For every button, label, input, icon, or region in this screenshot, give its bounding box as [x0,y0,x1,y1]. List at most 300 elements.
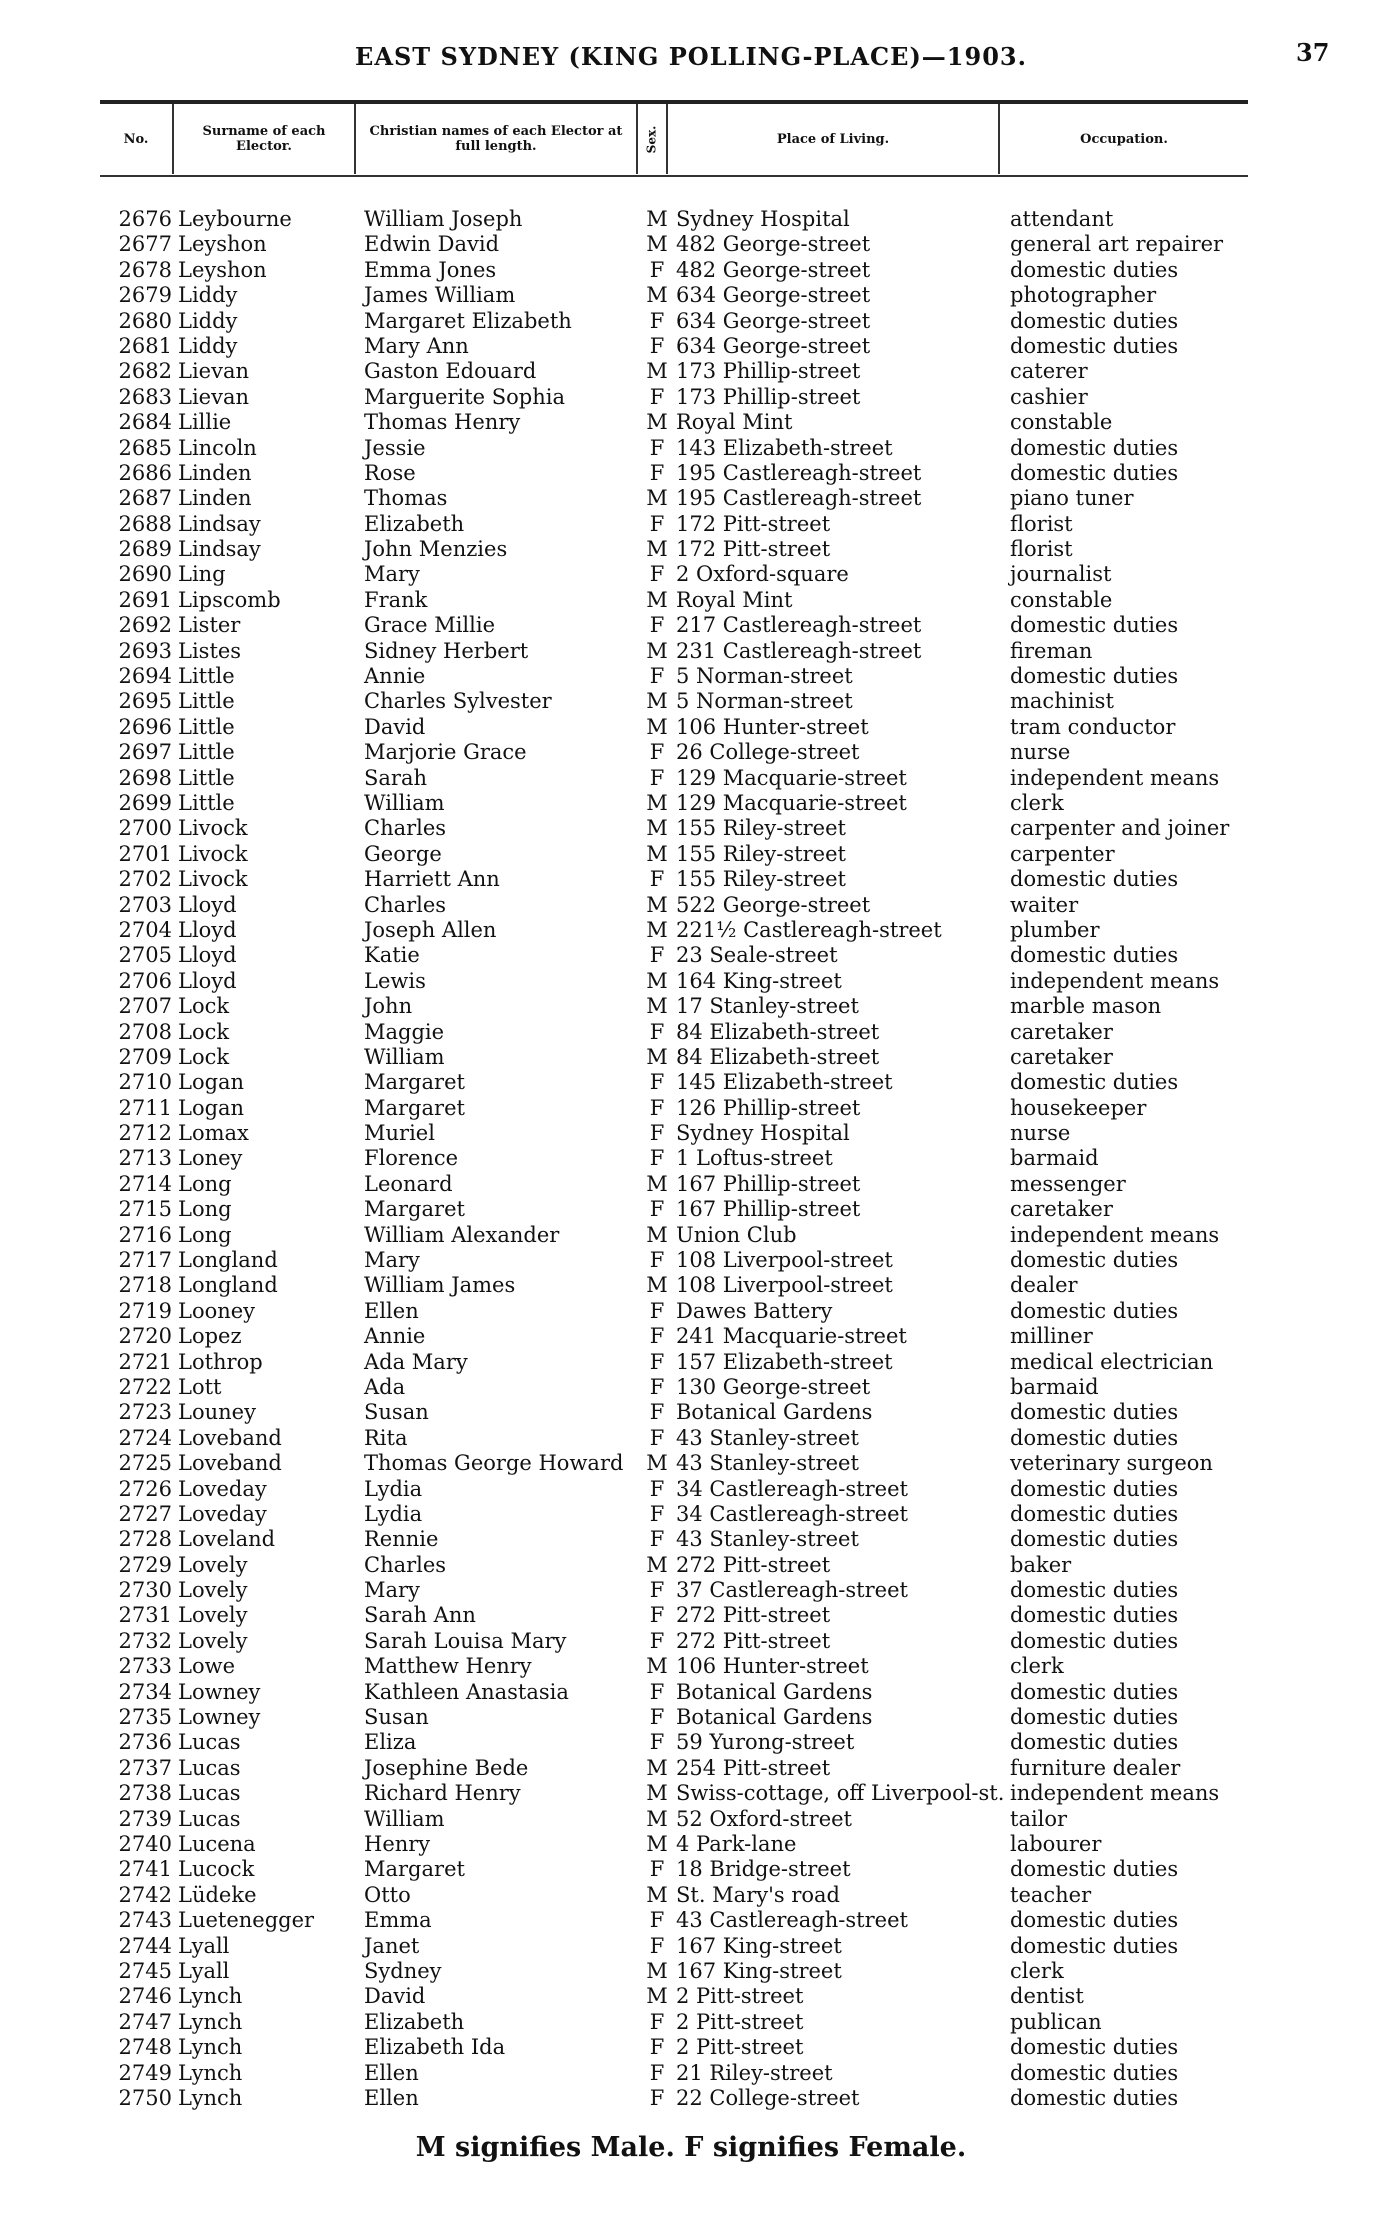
table-row [0,1730,1382,1755]
surname: Listes [178,638,242,663]
surname: Lievan [178,359,249,384]
surname: Logan [178,1070,245,1095]
occupation: caretaker [1010,1197,1113,1222]
row-number: 2698 [118,765,172,790]
row-number: 2745 [118,1958,172,1983]
column-header-no: No. [123,131,149,147]
sex: F [649,943,665,968]
surname: Livock [178,867,248,892]
occupation: florist [1010,511,1073,536]
surname: Lindsay [178,537,261,562]
christian-names: Mary [364,1248,420,1273]
occupation: general art repairer [1010,232,1224,257]
table-row [0,1578,1382,1603]
place-of-living: 241 Macquarie-street [676,1324,907,1349]
occupation: domestic duties [1010,435,1179,460]
surname: Linden [178,460,252,485]
sex: M [646,841,668,866]
place-of-living: 43 Castlereagh-street [676,1908,908,1933]
occupation: attendant [1010,207,1114,231]
surname: Lillie [178,410,232,435]
row-number: 2676 [118,207,172,231]
table-row [0,1299,1382,1324]
row-number: 2684 [118,410,172,435]
occupation: clerk [1010,1654,1064,1679]
sex: M [646,232,668,257]
row-number: 2707 [118,994,172,1019]
surname: Luetenegger [178,1908,315,1933]
place-of-living: 155 Riley-street [676,841,846,866]
table-row [0,740,1382,765]
occupation: domestic duties [1010,1730,1179,1755]
occupation: journalist [1010,562,1112,587]
row-number: 2697 [118,740,172,765]
surname: Lowe [178,1654,235,1679]
row-number: 2715 [118,1197,172,1222]
table-row [0,1883,1382,1908]
table-row [0,715,1382,740]
occupation: publican [1010,2009,1102,2034]
place-of-living: 2 Pitt-street [676,1984,804,2009]
table-row [0,1756,1382,1781]
row-number: 2735 [118,1705,172,1730]
sex: F [649,1400,665,1425]
occupation: independent means [1010,1781,1220,1806]
occupation: clerk [1010,1958,1064,1983]
sex: M [646,790,668,815]
christian-names: Lydia [364,1476,423,1501]
occupation: waiter [1010,892,1079,917]
surname: Longland [178,1248,278,1273]
row-number: 2682 [118,359,172,384]
row-number: 2731 [118,1603,172,1628]
christian-names: Edwin David [364,232,500,257]
row-number: 2744 [118,1933,172,1958]
table-row [0,1527,1382,1552]
surname: Lomax [178,1121,249,1146]
christian-names: John Menzies [364,537,508,562]
page-number: 37 [1296,38,1330,67]
occupation: domestic duties [1010,1070,1179,1095]
table-row [0,1146,1382,1171]
table-row [0,1223,1382,1248]
sex: M [646,410,668,435]
place-of-living: 173 Phillip-street [676,359,861,384]
table-row [0,1629,1382,1654]
surname: Lucas [178,1730,241,1755]
occupation: domestic duties [1010,2060,1179,2085]
table-row [0,283,1382,308]
place-of-living: Sydney Hospital [676,1121,850,1146]
surname: Lloyd [178,943,237,968]
place-of-living: 108 Liverpool-street [676,1273,893,1298]
place-of-living: 2 Pitt-street [676,2035,804,2060]
christian-names: Elizabeth [364,2009,465,2034]
place-of-living: 18 Bridge-street [676,1857,851,1882]
christian-names: Charles [364,892,447,917]
surname: Ling [178,562,226,587]
occupation: teacher [1010,1882,1092,1907]
christian-names: William Joseph [364,207,523,231]
place-of-living: 2 Oxford-square [676,562,849,587]
row-number: 2718 [118,1273,172,1298]
row-number: 2686 [118,460,172,485]
row-number: 2723 [118,1400,172,1425]
row-number: 2713 [118,1146,172,1171]
surname: Looney [178,1298,256,1323]
row-number: 2709 [118,1044,172,1069]
column-header-christian-names: Christian names of each Elector at full length. [369,124,623,154]
place-of-living: 167 King-street [676,1958,842,1983]
sex: F [649,1298,665,1323]
christian-names: Sarah [364,765,427,790]
place-of-living: 195 Castlereagh-street [676,460,922,485]
christian-names: Mary [364,562,420,587]
place-of-living: 272 Pitt-street [676,1603,831,1628]
surname: Loveday [178,1501,267,1526]
christian-names: William James [364,1273,516,1298]
surname: Little [178,714,235,739]
surname: Longland [178,1273,278,1298]
table-row [0,1070,1382,1095]
sex: F [649,1933,665,1958]
christian-names: Margaret [364,1070,465,1095]
christian-names: Richard Henry [364,1781,521,1806]
place-of-living: 217 Castlereagh-street [676,613,922,638]
surname: Livock [178,841,248,866]
christian-names: Marguerite Sophia [364,384,565,409]
table-row [0,1197,1382,1222]
surname: Logan [178,1095,245,1120]
occupation: veterinary surgeon [1010,1451,1213,1476]
place-of-living: 272 Pitt-street [676,1552,831,1577]
christian-names: Charles [364,816,447,841]
christian-names: Rennie [364,1527,439,1552]
occupation: domestic duties [1010,2035,1179,2060]
surname: Lott [178,1374,222,1399]
christian-names: Lydia [364,1501,423,1526]
occupation: domestic duties [1010,613,1179,638]
surname: Lynch [178,2085,243,2110]
sex: F [649,613,665,638]
christian-names: Ellen [364,2085,419,2110]
occupation: independent means [1010,765,1220,790]
row-number: 2708 [118,1019,172,1044]
column-header-sex [638,104,666,174]
table-row [0,1451,1382,1476]
surname: Little [178,740,235,765]
place-of-living: Union Club [676,1222,797,1247]
place-of-living: 482 George-street [676,232,871,257]
christian-names: Susan [364,1400,429,1425]
table-row [0,893,1382,918]
sex: M [646,816,668,841]
table-row [0,207,1382,232]
row-number: 2688 [118,511,172,536]
row-number: 2677 [118,232,172,257]
sex: F [649,1324,665,1349]
row-number: 2710 [118,1070,172,1095]
occupation: domestic duties [1010,1476,1179,1501]
table-row [0,1705,1382,1730]
surname: Lynch [178,1984,243,2009]
row-number: 2737 [118,1755,172,1780]
table-row [0,994,1382,1019]
surname: Lucas [178,1806,241,1831]
place-of-living: Botanical Gardens [676,1705,873,1730]
occupation: domestic duties [1010,1628,1179,1653]
sex: F [649,1476,665,1501]
sex: M [646,1171,668,1196]
sex: M [646,1806,668,1831]
christian-names: David [364,1984,426,2009]
table-row [0,867,1382,892]
place-of-living: 23 Seale-street [676,943,838,968]
place-of-living: Dawes Battery [676,1298,833,1323]
table-row [0,791,1382,816]
surname: Loveband [178,1425,282,1450]
sex: F [649,1095,665,1120]
christian-names: Margaret [364,1197,465,1222]
sex: M [646,283,668,308]
place-of-living: 108 Liverpool-street [676,1248,893,1273]
sex: F [649,664,665,689]
sex: F [649,1019,665,1044]
sex: F [649,1197,665,1222]
christian-names: Janet [364,1933,420,1958]
sex: F [649,1908,665,1933]
surname: Leybourne [178,207,292,231]
christian-names: Sydney [364,1958,442,1983]
occupation: carpenter [1010,841,1115,866]
occupation: constable [1010,410,1113,435]
surname: Lindsay [178,511,261,536]
sex: F [649,308,665,333]
row-number: 2701 [118,841,172,866]
row-number: 2716 [118,1222,172,1247]
table-row [0,1984,1382,2009]
row-number: 2699 [118,790,172,815]
place-of-living: 37 Castlereagh-street [676,1578,908,1603]
sex: F [649,435,665,460]
sex: F [649,1730,665,1755]
row-number: 2738 [118,1781,172,1806]
surname: Lucas [178,1781,241,1806]
christian-names: Ada [364,1374,406,1399]
sex: M [646,1755,668,1780]
table-row [0,842,1382,867]
table-row [0,385,1382,410]
column-header-surname: Surname of each Elector. [202,124,326,154]
row-number: 2690 [118,562,172,587]
surname: Loveland [178,1527,276,1552]
surname: Lowney [178,1679,261,1704]
table-row [0,1045,1382,1070]
occupation: plumber [1010,917,1100,942]
table-row [0,613,1382,638]
place-of-living: 2 Pitt-street [676,2009,804,2034]
table-row [0,943,1382,968]
occupation: domestic duties [1010,1578,1179,1603]
place-of-living: 272 Pitt-street [676,1628,831,1653]
row-number: 2717 [118,1248,172,1273]
sex: M [646,892,668,917]
place-of-living: 130 George-street [676,1374,871,1399]
table-row [0,1020,1382,1045]
occupation: machinist [1010,689,1114,714]
christian-names: Henry [364,1832,431,1856]
row-number: 2746 [118,1984,172,2009]
place-of-living: Sydney Hospital [676,207,850,231]
row-number: 2742 [118,1882,172,1907]
table-row [0,1781,1382,1806]
occupation: piano tuner [1010,486,1134,511]
place-of-living: 34 Castlereagh-street [676,1501,908,1526]
surname: Lyall [178,1933,230,1958]
occupation: caretaker [1010,1019,1113,1044]
sex: M [646,537,668,562]
row-number: 2728 [118,1527,172,1552]
place-of-living: Royal Mint [676,410,793,435]
sex: F [649,1121,665,1146]
christian-names: Charles [364,1552,447,1577]
table-row [0,512,1382,537]
place-of-living: 21 Riley-street [676,2060,833,2085]
sex: M [646,587,668,612]
occupation: medical electrician [1010,1349,1214,1374]
sex: F [649,740,665,765]
surname: Lovely [178,1628,248,1653]
place-of-living: 1 Loftus-street [676,1146,833,1171]
table-row [0,1172,1382,1197]
occupation: florist [1010,537,1073,562]
table-row [0,1477,1382,1502]
table-row [0,1273,1382,1298]
row-number: 2734 [118,1679,172,1704]
sex: F [649,1374,665,1399]
row-number: 2703 [118,892,172,917]
christian-names: Muriel [364,1121,435,1146]
row-number: 2695 [118,689,172,714]
occupation: domestic duties [1010,1425,1179,1450]
sex: F [649,333,665,358]
occupation: fireman [1010,638,1093,663]
table-row [0,562,1382,587]
occupation: independent means [1010,1222,1220,1247]
place-of-living: 164 King-street [676,968,842,993]
row-number: 2750 [118,2085,172,2110]
row-number: 2678 [118,257,172,282]
surname: Liddy [178,333,238,358]
sex: M [646,1222,668,1247]
table-row [0,334,1382,359]
sex: M [646,207,668,231]
table-row [0,1121,1382,1146]
surname: Livock [178,816,248,841]
occupation: domestic duties [1010,867,1179,892]
row-number: 2749 [118,2060,172,2085]
table-row [0,1400,1382,1425]
christian-names: Margaret Elizabeth [364,308,572,333]
occupation: domestic duties [1010,2085,1179,2110]
table-row [0,258,1382,283]
christian-names: Gaston Edouard [364,359,537,384]
row-number: 2705 [118,943,172,968]
place-of-living: 172 Pitt-street [676,511,831,536]
occupation: domestic duties [1010,1603,1179,1628]
occupation: milliner [1010,1324,1093,1349]
christian-names: Sarah Ann [364,1603,476,1628]
surname: Lovely [178,1552,248,1577]
place-of-living: 84 Elizabeth-street [676,1019,880,1044]
row-number: 2732 [118,1628,172,1653]
place-of-living: 167 King-street [676,1933,842,1958]
row-number: 2714 [118,1171,172,1196]
row-number: 2689 [118,537,172,562]
occupation: caterer [1010,359,1088,384]
place-of-living: 106 Hunter-street [676,714,869,739]
place-of-living: 157 Elizabeth-street [676,1349,893,1374]
sex: M [646,1781,668,1806]
surname: Lovely [178,1603,248,1628]
table-row [0,359,1382,384]
surname: Lloyd [178,917,237,942]
row-number: 2681 [118,333,172,358]
sex: M [646,968,668,993]
sex: F [649,1628,665,1653]
occupation: domestic duties [1010,1705,1179,1730]
sex: F [649,562,665,587]
christian-names: Rita [364,1425,408,1450]
table-row [0,1857,1382,1882]
sex: F [649,1705,665,1730]
place-of-living: 106 Hunter-street [676,1654,869,1679]
place-of-living: 155 Riley-street [676,816,846,841]
occupation: domestic duties [1010,1857,1179,1882]
sex: M [646,1654,668,1679]
table-row [0,1908,1382,1933]
table-row [0,2086,1382,2111]
sex: F [649,1603,665,1628]
sex: M [646,486,668,511]
christian-names: Ellen [364,2060,419,2085]
table-row [0,1426,1382,1451]
christian-names: Margaret [364,1857,465,1882]
surname: Lyall [178,1958,230,1983]
place-of-living: 195 Castlereagh-street [676,486,922,511]
place-of-living: 634 George-street [676,308,871,333]
christian-names: Mary Ann [364,333,469,358]
christian-names: Harriett Ann [364,867,500,892]
surname: Lynch [178,2060,243,2085]
sex: F [649,460,665,485]
sex: M [646,917,668,942]
occupation: carpenter and joiner [1010,816,1230,841]
surname: Lynch [178,2035,243,2060]
sex: M [646,689,668,714]
row-number: 2725 [118,1451,172,1476]
place-of-living: 129 Macquarie-street [676,765,907,790]
occupation: barmaid [1010,1146,1099,1171]
place-of-living: 43 Stanley-street [676,1451,859,1476]
christian-names: Annie [364,1324,426,1349]
place-of-living: 5 Norman-street [676,689,853,714]
table-row [0,537,1382,562]
sex: M [646,1832,668,1856]
place-of-living: 173 Phillip-street [676,384,861,409]
row-number: 2739 [118,1806,172,1831]
surname: Lothrop [178,1349,263,1374]
